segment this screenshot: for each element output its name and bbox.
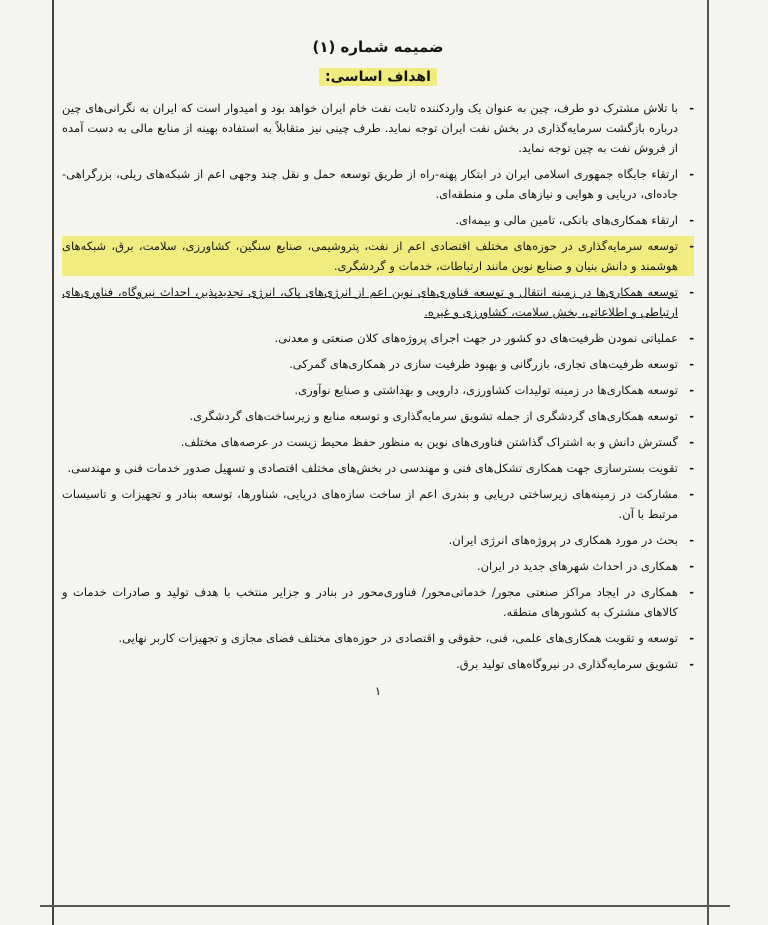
scan-edge-right <box>707 0 709 925</box>
goal-item: - توسعه و تقویت همکاری‌های علمی، فنی، حقوقی و اقتصادی در حوزه‌های مختلف فضای مجازی و تجهیزات کاربر نهایی. <box>62 628 694 648</box>
goal-item: - توسعه سرمایه‌گذاری در حوزه‌های مختلف اقتصادی اعم از نفت، پتروشیمی، صنایع سنگین، کشاورزی، سلامت، برق، شبکه‌های هوشمند و دانش بنیان و صنایع نوین مانند ارتباطات، خدمات و گردشگری. <box>62 236 694 276</box>
scan-edge-left <box>52 0 54 925</box>
goal-item: - توسعه ظرفیت‌های تجاری، بازرگانی و بهبود ظرفیت سازی در همکاری‌های گمرکی. <box>62 354 694 374</box>
document-title: ضمیمه شماره (۱) <box>312 38 444 56</box>
goal-item: - همکاری در احداث شهرهای جدید در ایران. <box>62 556 694 576</box>
document-subtitle: اهداف اساسی: <box>319 68 437 86</box>
goal-item: - همکاری در ایجاد مراکز صنعتی محور/ خدماتی‌محور/ فناوری‌محور در بنادر و جزایر منتخب با هدف تولید و صادرات خدمات و کالاهای مشترک به کشورهای منطقه. <box>62 582 694 622</box>
goal-item: - گسترش دانش و به اشتراک گذاشتن فناوری‌های نوین به منظور حفظ محیط زیست در عرصه‌های مختلف. <box>62 432 694 452</box>
goal-item: - ارتقاء جایگاه جمهوری اسلامی ایران در ابتکار پهنه-راه از طریق توسعه حمل و نقل چند وجهی اعم از شبکه‌های ریلی، بزرگراهی-جاده‌ای، دریایی و هوایی و نیازهای ملی و منطقه‌ای. <box>62 164 694 204</box>
document-page <box>62 30 694 890</box>
goal-item: - ارتقاء همکاری‌های بانکی، تامین مالی و بیمه‌ای. <box>62 210 694 230</box>
goal-item: - مشارکت در زمینه‌های زیرساختی دریایی و بندری اعم از ساخت سازه‌های دریایی، شناورها، توسعه بنادر و تجهیزات و تاسیسات مرتبط با آن. <box>62 484 694 524</box>
goal-item: - تشویق سرمایه‌گذاری در نیروگاه‌های تولید برق. <box>62 654 694 674</box>
goals-list <box>62 98 694 674</box>
subtitle-wrapper <box>62 66 694 86</box>
page-number: ۱ <box>374 684 382 698</box>
scan-edge-bottom <box>40 905 730 907</box>
goal-item: - با تلاش مشترک دو طرف، چین به عنوان یک واردکننده ثابت نفت خام ایران خواهد بود و امیدوار است که ایران به نگرانی‌های چین درباره بازگشت سرمایه‌گذاری در بخش نفت ایران توجه نماید. طرف چینی نیز متقابلاً به استفاده بهینه از منابع مالی به دست آمده از فروش نفت به چین توجه نماید. <box>62 98 694 158</box>
goal-item: - تقویت بسترسازی جهت همکاری تشکل‌های فنی و مهندسی در بخش‌های مختلف اقتصادی و تسهیل صدور خدمات فنی و مهندسی. <box>62 458 694 478</box>
goal-item: - عملیاتی نمودن ظرفیت‌های دو کشور در جهت اجرای پروژه‌های کلان صنعتی و معدنی. <box>62 328 694 348</box>
goal-item: - توسعه همکاری‌های گردشگری از جمله تشویق سرمایه‌گذاری و توسعه منابع و زیرساخت‌های گردشگری. <box>62 406 694 426</box>
goal-item: - توسعه همکاری‌ها در زمینه انتقال و توسعه فناوری‌های نوین اعم از انرژی‌های پاک، انرژی تجدیدپذیر، احداث نیروگاه، فناوری‌های ارتباطی و اطلاعاتی، بخش سلامت، کشاورزی و غیره. <box>62 282 694 322</box>
goal-item: - بحث در مورد همکاری در پروژه‌های انرژی ایران. <box>62 530 694 550</box>
goal-item: - توسعه همکاری‌ها در زمینه تولیدات کشاورزی، دارویی و بهداشتی و صنایع نوآوری. <box>62 380 694 400</box>
